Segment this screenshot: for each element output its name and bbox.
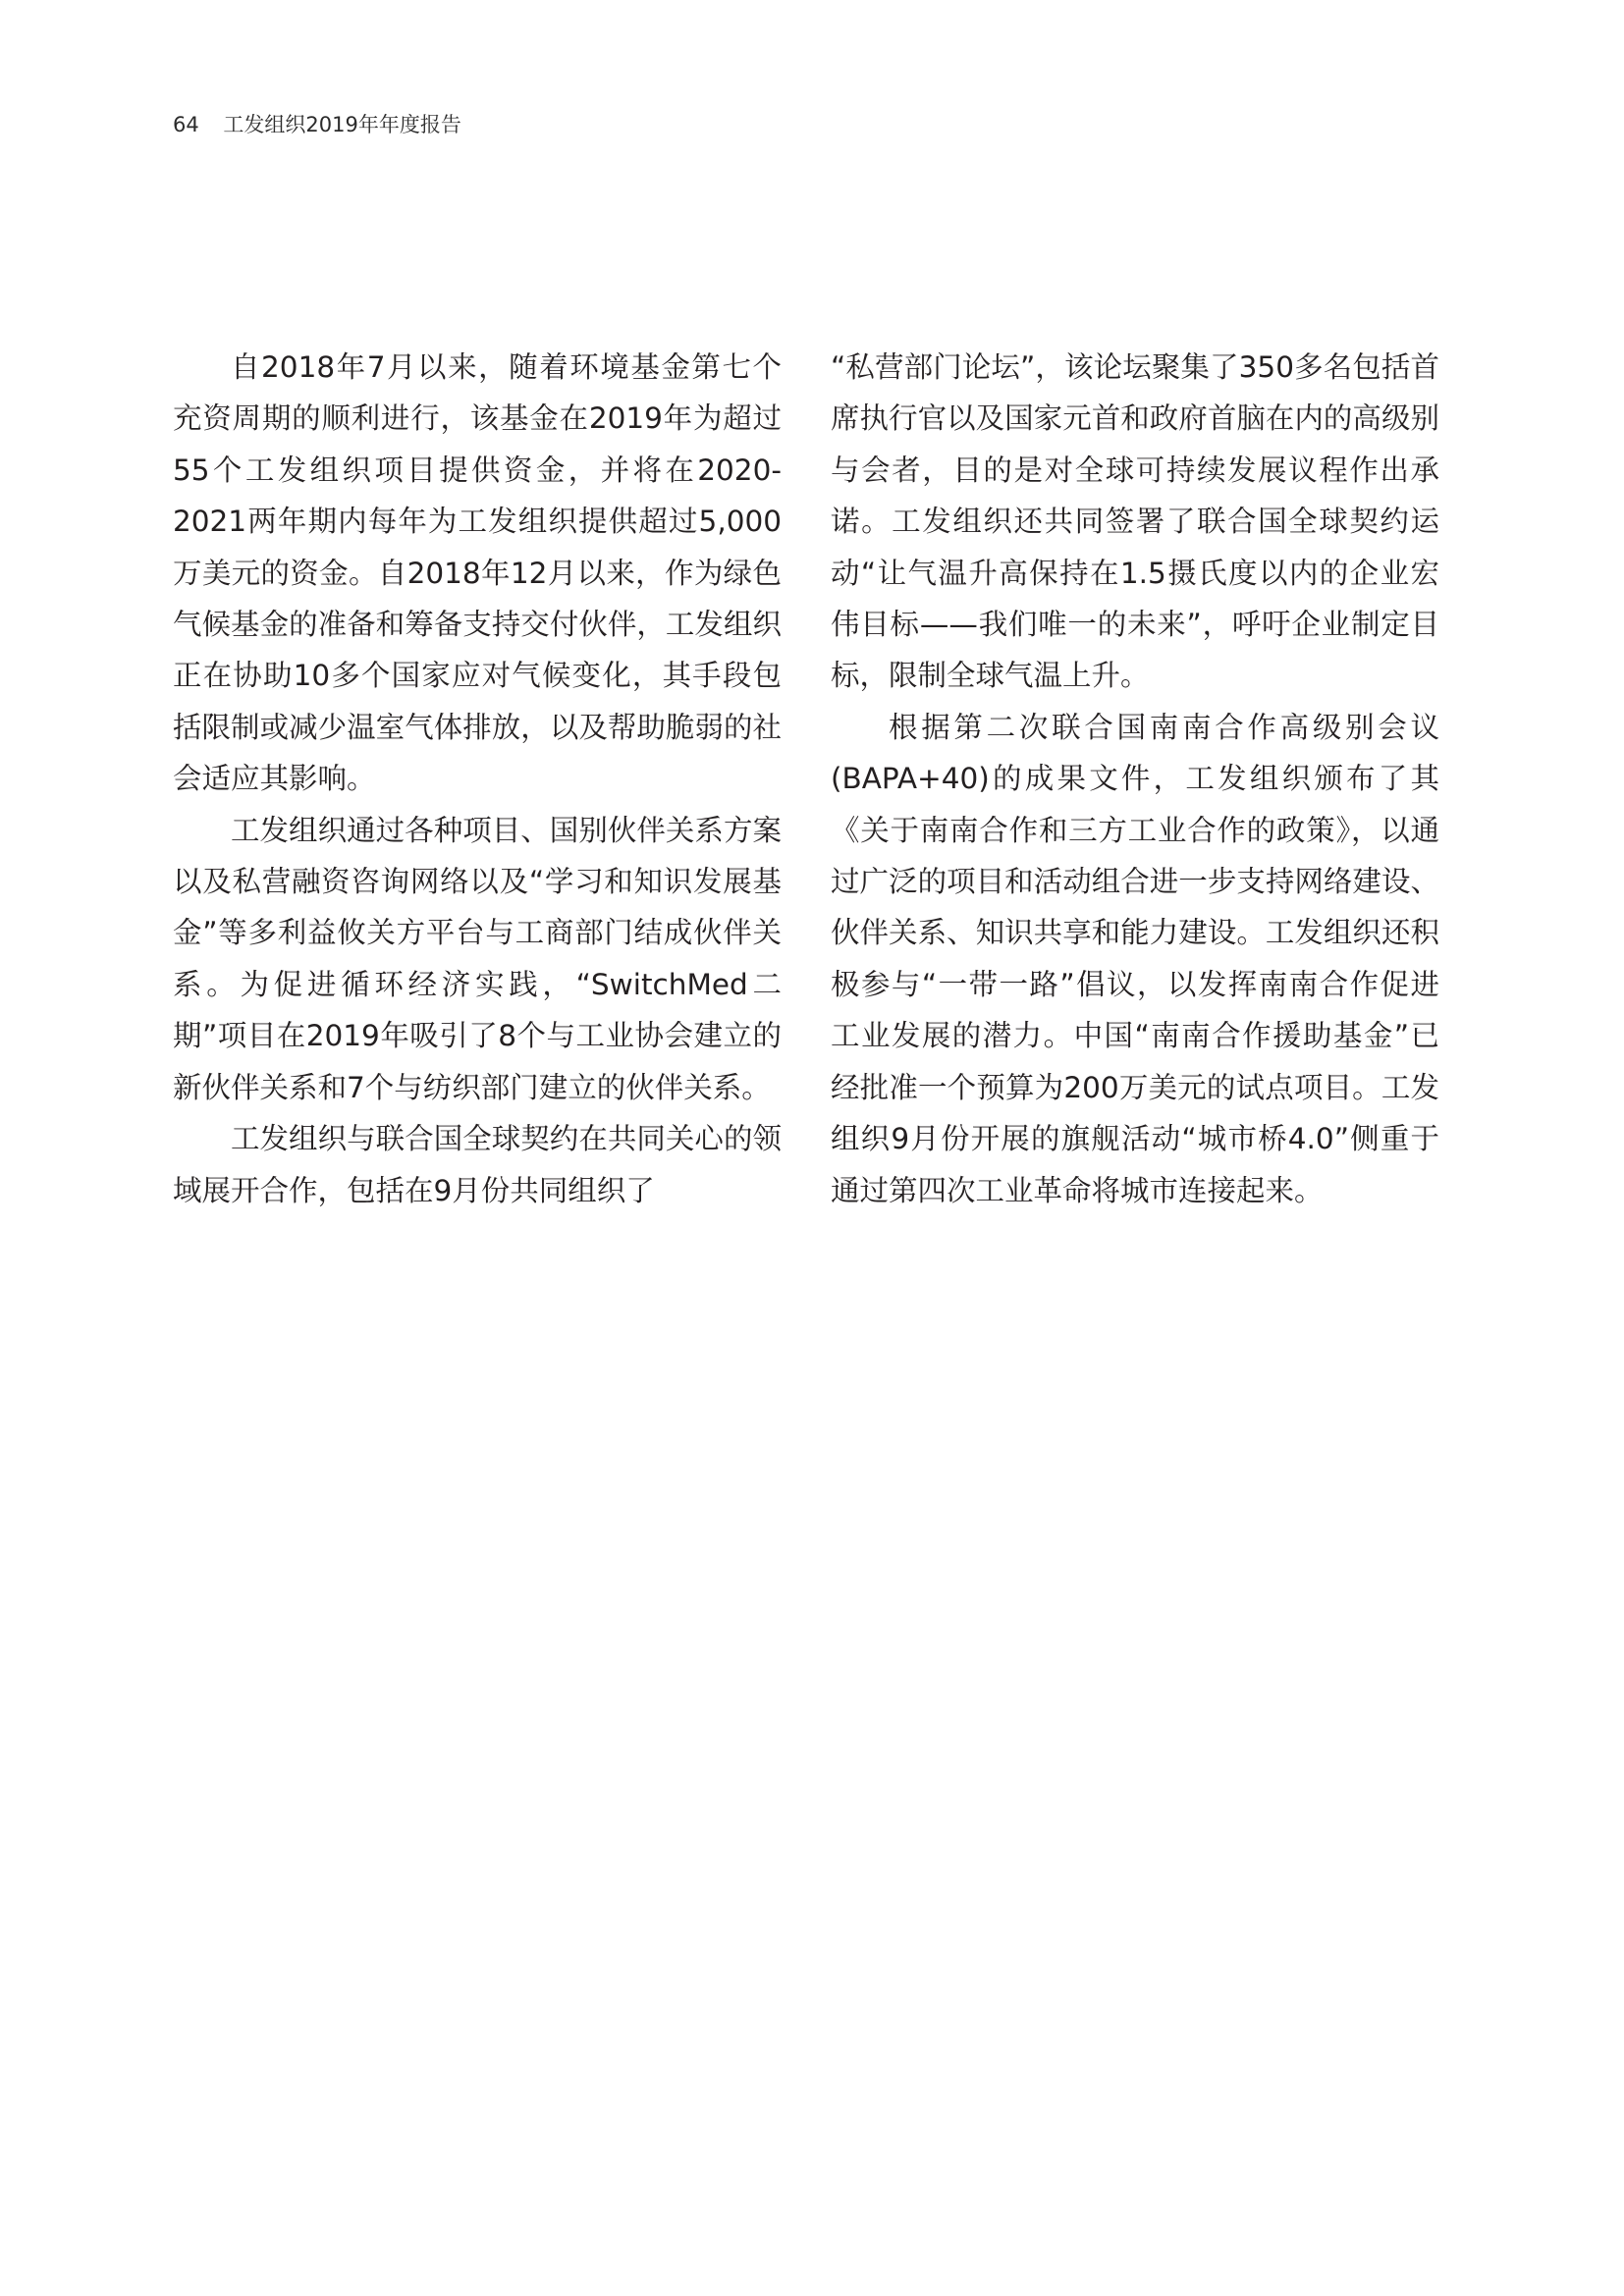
paragraph-global-compact: 工发组织与联合国全球契约在共同关心的领域展开合作，包括在9月份共同组织了: [173, 1122, 782, 1207]
page-number: 64: [173, 113, 199, 136]
paragraph-business-partnerships: 工发组织通过各种项目、国别伙伴关系方案以及私营融资咨询网络以及“学习和知识发展基金”等多利益攸关方平台与工商部门结成伙伴关系。为促进循环经济实践，“SwitchMed二期”项目在2019年吸引了8个与工业协会建立的新伙伴关系和7个与纺织部门建立的伙伴关系。: [173, 813, 782, 1104]
paragraph-gef-gcf: 自2018年7月以来，随着环境基金第七个充资周期的顺利进行，该基金在2019年为超过55个工发组织项目提供资金，并将在2020-2021两年期内每年为工发组织提供超过5,000万美元的资金。自2018年12月以来，作为绿色气候基金的准备和筹备支持交付伙伴，工发组织正在协助10多个国家应对气候变化，其手段包括限制或减少温室气体排放，以及帮助脆弱的社会适应其影响。: [173, 350, 782, 796]
paragraph-private-sector-forum: “私营部门论坛”，该论坛聚集了350多名包括首席执行官以及国家元首和政府首脑在内的高级别与会者，目的是对全球可持续发展议程作出承诺。工发组织还共同签署了联合国全球契约运动“让气温升高保持在1.5摄氏度以内的企业宏伟目标——我们唯一的未来”，呼吁企业制定目标，限制全球气温上升。: [831, 350, 1439, 693]
report-title: 工发组织2019年年度报告: [223, 113, 461, 136]
right-text-column: [831, 342, 1439, 1216]
paragraph-south-south-cooperation: 根据第二次联合国南南合作高级别会议(BAPA+40)的成果文件，工发组织颁布了其《关于南南合作和三方工业合作的政策》，以通过广泛的项目和活动组合进一步支持网络建设、伙伴关系、知识共享和能力建设。工发组织还积极参与“一带一路”倡议，以发挥南南合作促进工业发展的潜力。中国“南南合作援助基金”已经批准一个预算为200万美元的试点项目。工发组织9月份开展的旗舰活动“城市桥4.0”侧重于通过第四次工业革命将城市连接起来。: [831, 710, 1439, 1207]
left-text-column: [173, 342, 782, 1216]
running-header: [173, 110, 461, 139]
